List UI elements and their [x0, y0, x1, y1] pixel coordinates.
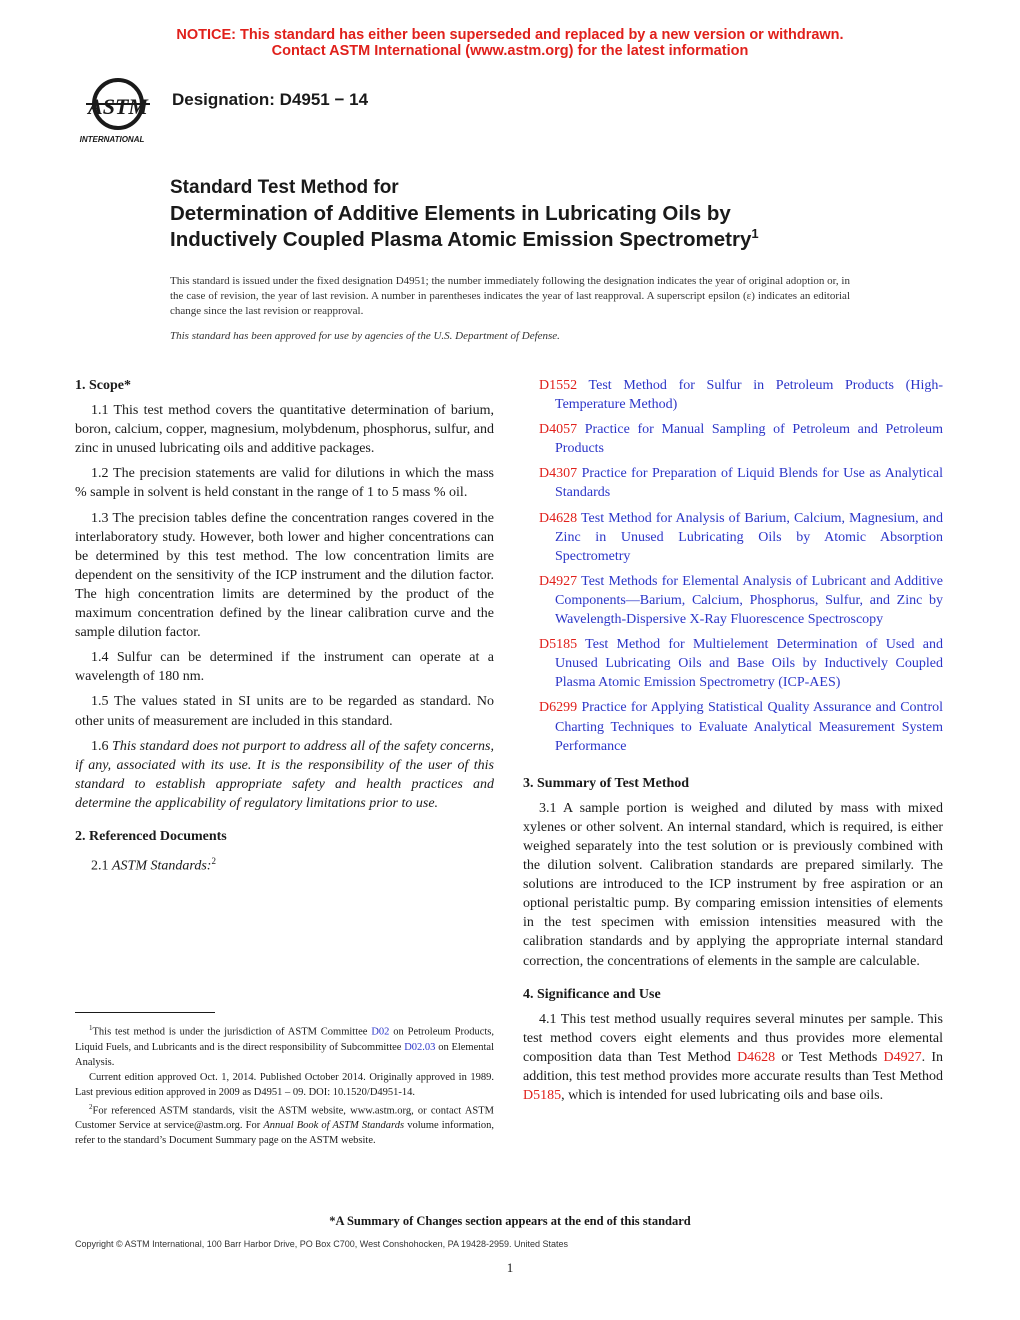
ref-item[interactable] [523, 464, 943, 502]
referenced-standards-list [523, 376, 943, 756]
notice-line-2: Contact ASTM International (www.astm.org) for the latest information [271, 43, 749, 59]
para-1-6-number: 1.6 [91, 738, 109, 754]
para-2-1-text: ASTM Standards: [112, 858, 212, 874]
ref-item[interactable] [523, 420, 943, 458]
ref-title[interactable]: Practice for Applying Statistical Quality Assurance and Control Charting Techniques to Evaluate Analytical Measurement System Performance [555, 700, 943, 754]
ref-item[interactable] [523, 572, 943, 629]
astm-logo [76, 74, 160, 146]
d5185-link[interactable]: D5185 [523, 1088, 562, 1104]
para-2-1 [75, 852, 494, 876]
copyright: Copyright © ASTM International, 100 Barr Harbor Drive, PO Box C700, West Conshohocken, PA 19428-2959. United States [75, 1239, 569, 1249]
para-2-1-footnote-ref: 2 [211, 856, 216, 867]
section-1-heading: 1. Scope* [75, 378, 131, 393]
para-1-2: 1.2 The precision statements are valid for dilutions in which the mass % sample in solvent is held constant in the range of 1 to 5 mass % oil. [75, 466, 494, 501]
section-3-heading: 3. Summary of Test Method [523, 775, 690, 791]
ref-code[interactable]: D4307 [539, 466, 578, 482]
document-title [170, 175, 890, 253]
para-4-1-text-b: or Test Methods [781, 1049, 878, 1065]
para-1-5: 1.5 The values stated in SI units are to be regarded as standard. No other units of measurement are included in this standard. [75, 694, 494, 729]
ref-title[interactable]: Test Method for Sulfur in Petroleum Products (High-Temperature Method) [555, 378, 943, 413]
right-column [523, 376, 943, 1111]
title-line-3 [170, 227, 890, 253]
para-1-4: 1.4 Sulfur can be determined if the instrument can operate at a wavelength of 180 nm. [75, 650, 494, 685]
para-1-6 [75, 737, 494, 813]
para-4-1-text-a: 4.1 This test method usually requires several minutes per sample. This test method covers eight elements and thus provides more elemental composition data than Test Method [523, 1011, 943, 1065]
para-2-1-number: 2.1 [91, 858, 109, 874]
para-1-6-text: This standard does not purport to address all of the safety concerns, if any, associated with its use. It is the responsibility of the user of this standard to establish appropriate safety and health practices and determine the applicability of regulatory limitations prior to use. [75, 738, 494, 811]
d4628-link[interactable]: D4628 [737, 1049, 776, 1065]
summary-of-changes-note: *A Summary of Changes section appears at the end of this standard [329, 1214, 691, 1228]
footnote-2-text-b: volume information, refer to the standard’s Document Summary page on the ASTM website. [75, 1120, 494, 1146]
para-3-1: 3.1 A sample portion is weighed and diluted by mass with mixed xylenes or other solvent. An internal standard, which is required, is either weighed separately into the test solution or is previously combined with the dilution solvent. Calibration standards are prepared similarly. The solutions are introduced to the ICP instrument by free aspiration or an optional peristaltic pump. By comparing emission intensities of elements in the test specimen with emission intensities measured with the calibration standards and by applying the appropriate internal standard correction, the concentrations of elements in the sample are calculable. [523, 800, 943, 969]
para-1-3: 1.3 The precision tables define the concentration ranges covered in the interlaboratory study. However, both lower and higher concentrations can be determined by this test method. The low concentration limits are dependent on the sensitivity of the ICP instrument and the dilution factor. The high concentration limits are determined by the product of the maximum concentration defined by the linear calibration curve and the sample dilution factor. [75, 510, 494, 641]
ref-code[interactable]: D4057 [539, 422, 578, 438]
ref-item[interactable] [523, 509, 943, 566]
ref-code[interactable]: D1552 [539, 378, 578, 393]
ref-code[interactable]: D5185 [539, 637, 578, 653]
ref-code[interactable]: D6299 [539, 700, 578, 716]
committee-d02-link[interactable]: D02 [371, 1026, 390, 1038]
footnote-1-marker: 1 [89, 1024, 93, 1032]
footnote-2 [75, 1100, 494, 1149]
title-line-1: Standard Test Method for [170, 177, 399, 198]
footnote-2-marker: 2 [89, 1102, 93, 1111]
left-column [75, 376, 494, 882]
page-number: 1 [506, 1260, 514, 1275]
footnote-1-text-a: This test method is under the jurisdiction of ASTM Committee [92, 1026, 368, 1038]
footnote-1 [75, 1021, 494, 1070]
ref-title[interactable]: Practice for Preparation of Liquid Blends for Use as Analytical Standards [555, 466, 944, 501]
footnote-2-italic: Annual Book of ASTM Standards [263, 1120, 405, 1131]
ref-code[interactable]: D4628 [539, 510, 578, 526]
footnote-1-text-c: on Elemental Analysis. [75, 1041, 495, 1068]
footnote-2-text-a: For referenced ASTM standards, visit the ASTM website, www.astm.org, or contact ASTM Customer Service at service@astm.org. For [75, 1105, 494, 1131]
title-line-2: Determination of Additive Elements in Lubricating Oils by [170, 202, 731, 225]
para-4-1-text-c: . In addition, this test method provides more accurate results than Test Method [523, 1049, 944, 1084]
para-1-1: 1.1 This test method covers the quantitative determination of barium, boron, calcium, copper, magnesium, molybdenum, phosphorus, sulfur, and zinc in unused lubricating oils and additive packages. [75, 403, 494, 457]
ref-item[interactable] [523, 376, 943, 414]
logo-subtext: INTERNATIONAL [79, 135, 145, 144]
para-4-1-text-d: , which is intended for used lubricating oils and base oils. [561, 1088, 884, 1104]
ref-code[interactable]: D4927 [539, 573, 578, 589]
d4927-link[interactable]: D4927 [883, 1049, 922, 1065]
ref-item[interactable] [523, 698, 943, 755]
footnote-1-text-b: on Petroleum Products, Liquid Fuels, and Lubricants and is the direct responsibility of Subcommittee [75, 1026, 495, 1053]
designation: Designation: D4951 − 14 [172, 90, 369, 109]
section-4-heading: 4. Significance and Use [523, 986, 661, 1002]
ref-title[interactable]: Practice for Manual Sampling of Petroleum and Petroleum Products [555, 422, 944, 457]
section-2-heading: 2. Referenced Documents [75, 828, 227, 844]
footnotes [75, 1021, 494, 1148]
notice-line-1: NOTICE: This standard has either been superseded and replaced by a new version or withdrawn. [176, 27, 844, 43]
dod-approval-note: This standard has been approved for use by agencies of the U.S. Department of Defense. [170, 330, 560, 342]
footnote-1-edition: Current edition approved Oct. 1, 2014. Published October 2014. Originally approved in 1989. Last previous edition approved in 2009 as D4951 – 09. DOI: 10.1520/D4951-14. [75, 1071, 494, 1098]
ref-title[interactable]: Test Methods for Elemental Analysis of Lubricant and Additive Components—Barium, Calcium, Phosphorus, Sulfur, and Zinc by Wavelength-Dispersive X-Ray Fluorescence Spectroscopy [555, 573, 944, 628]
intro-paragraph: This standard is issued under the fixed designation D4951; the number immediately following the designation indicates the year of original adoption or, in the case of revision, the year of last revision. A number in parentheses indicates the year of last reapproval. A superscript epsilon (ε) indicates an editorial change since the last revision or reapproval. [170, 275, 850, 317]
title-footnote-ref: 1 [751, 226, 759, 241]
ref-title[interactable]: Test Method for Analysis of Barium, Calcium, Magnesium, and Zinc in Unused Lubricating Oils by Atomic Absorption Spectrometry [555, 510, 943, 564]
para-4-1 [523, 1010, 943, 1105]
ref-title[interactable]: Test Method for Multielement Determination of Used and Unused Lubricating Oils and Base Oils by Inductively Coupled Plasma Atomic Emission Spectrometry (ICP-AES) [555, 637, 943, 691]
subcommittee-d02-03-link[interactable]: D02.03 [404, 1041, 436, 1053]
title-line-3-text: Inductively Coupled Plasma Atomic Emission Spectrometry [170, 228, 752, 251]
logo-text: ASTM [88, 94, 148, 119]
ref-item[interactable] [523, 635, 943, 692]
footnote-rule [75, 1012, 215, 1013]
